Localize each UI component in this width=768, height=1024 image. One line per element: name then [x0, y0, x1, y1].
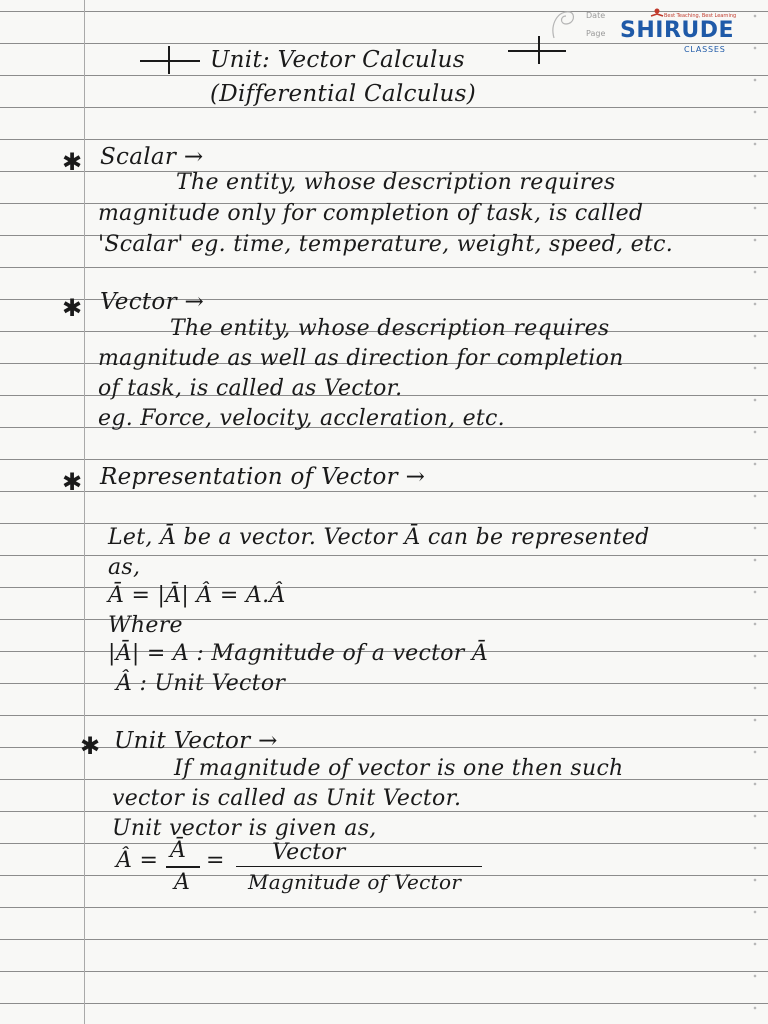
unit-vector-word-denominator: Magnitude of Vector: [248, 870, 462, 894]
binding-holes: [752, 0, 758, 1024]
page-label: Page: [586, 29, 606, 38]
title-right-rule: [508, 50, 566, 52]
unit-vector-line-2: vector is called as Unit Vector.: [112, 786, 462, 811]
representation-where: Where: [108, 613, 183, 638]
date-label: Date: [586, 11, 606, 20]
vector-bullet-icon: ✱: [62, 294, 83, 322]
representation-bullet-icon: ✱: [62, 468, 83, 496]
scalar-line-3: 'Scalar' eg. time, temperature, weight, speed, etc.: [98, 232, 674, 257]
vector-line-1: The entity, whose description requires: [170, 316, 610, 341]
vector-line-3: of task, is called as Vector.: [98, 376, 403, 401]
date-page-box: [548, 4, 608, 48]
title-line-1: Unit: Vector Calculus: [210, 47, 465, 73]
unit-vector-word-numerator: Vector: [272, 840, 346, 865]
title-left-rule: [140, 60, 200, 62]
representation-line-1: Let, Ā be a vector. Vector Ā can be represented: [108, 525, 650, 550]
scalar-heading: Scalar →: [100, 144, 204, 170]
title-line-2: (Differential Calculus): [210, 81, 477, 107]
unit-vector-word-fraction-bar: [236, 866, 482, 867]
logo-subtitle: CLASSES: [684, 45, 726, 54]
unit-vector-fraction-bar: [166, 866, 200, 868]
representation-heading: Representation of Vector →: [100, 464, 426, 490]
vector-line-2: magnitude as well as direction for completion: [98, 346, 624, 371]
vector-line-4: eg. Force, velocity, accleration, etc.: [98, 406, 505, 431]
brand-logo: [612, 6, 742, 58]
logo-brand-name: SHIRUDE: [620, 18, 735, 43]
representation-formula: Ā = |Ā| Â = A.Â: [108, 583, 286, 608]
unit-vector-bullet-icon: ✱: [80, 732, 101, 760]
unit-vector-formula-equals: =: [206, 848, 225, 873]
unit-vector-heading: Unit Vector →: [114, 728, 278, 754]
unit-vector-frac-denominator: A: [174, 870, 191, 895]
representation-unit-def: Â : Unit Vector: [116, 671, 286, 696]
vector-heading: Vector →: [100, 289, 205, 315]
logo-tagline: Best Teaching, Best Learning: [664, 13, 737, 19]
unit-vector-line-3: Unit vector is given as,: [112, 816, 377, 841]
scalar-line-2: magnitude only for completion of task, is called: [98, 201, 644, 226]
unit-vector-formula-lhs: Â =: [116, 848, 159, 873]
representation-line-2: as,: [108, 555, 141, 580]
scalar-line-1: The entity, whose description requires: [176, 170, 616, 195]
representation-magnitude-def: |Ā| = A : Magnitude of a vector Ā: [108, 641, 489, 666]
title-left-cross: [168, 46, 170, 74]
page-corner-swirl-icon: [548, 4, 578, 44]
unit-vector-frac-numerator: Ā: [170, 838, 187, 863]
margin-line: [84, 0, 85, 1024]
scalar-bullet-icon: ✱: [62, 148, 83, 176]
unit-vector-line-1: If magnitude of vector is one then such: [174, 756, 624, 781]
title-right-cross: [538, 36, 540, 64]
